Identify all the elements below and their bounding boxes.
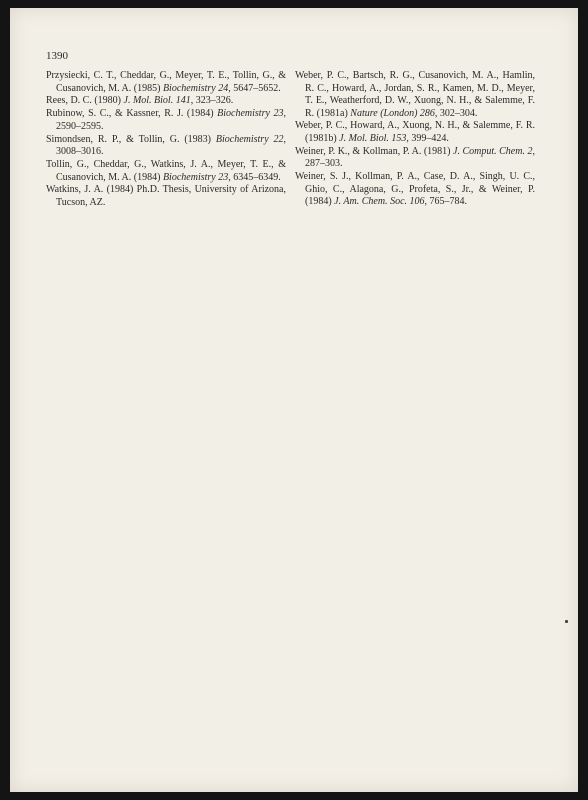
reference-entry: Tollin, G., Cheddar, G., Watkins, J. A., Meyer, T. E., & Cusanovich, M. A. (1984) Biochemistry 23, 6345–6349.	[46, 159, 286, 183]
reference-entry: Weber, P. C., Bartsch, R. G., Cusanovich, M. A., Hamlin, R. C., Howard, A., Jordan, S. R., Kamen, M. D., Meyer, T. E., Weatherford, D. W., Xuong, N. H., & Salemme, F. R. (1981a) Nature (London) 286, 302–304.	[295, 70, 535, 119]
page-number: 1390	[46, 50, 68, 62]
references-right-column	[295, 70, 535, 209]
journal-page	[10, 8, 578, 792]
reference-entry: Weber, P. C., Howard, A., Xuong, N. H., & Salemme, F. R. (1981b) J. Mol. Biol. 153, 399–424.	[295, 120, 535, 144]
paper-speck	[565, 620, 568, 623]
references-left-column	[46, 70, 286, 210]
reference-entry: Watkins, J. A. (1984) Ph.D. Thesis, University of Arizona, Tucson, AZ.	[46, 184, 286, 208]
reference-entry: Simondsen, R. P., & Tollin, G. (1983) Biochemistry 22, 3008–3016.	[46, 133, 287, 158]
reference-entry: Rees, D. C. (1980) J. Mol. Biol. 141, 323–326.	[46, 95, 234, 107]
reference-entry: Rubinow, S. C., & Kassner, R. J. (1984) Biochemistry 23, 2590–2595.	[46, 108, 286, 132]
reference-entry: Weiner, P. K., & Kollman, P. A. (1981) J. Comput. Chem. 2, 287–303.	[295, 145, 535, 170]
reference-entry: Przysiecki, C. T., Cheddar, G., Meyer, T. E., Tollin, G., & Cusanovich, M. A. (1985) Biochemistry 24, 5647–5652.	[46, 70, 286, 94]
reference-entry: Weiner, S. J., Kollman, P. A., Case, D. A., Singh, U. C., Ghio, C., Alagona, G., Profeta, S., Jr., & Weiner, P. (1984) J. Am. Chem. Soc. 106, 765–784.	[295, 171, 535, 208]
